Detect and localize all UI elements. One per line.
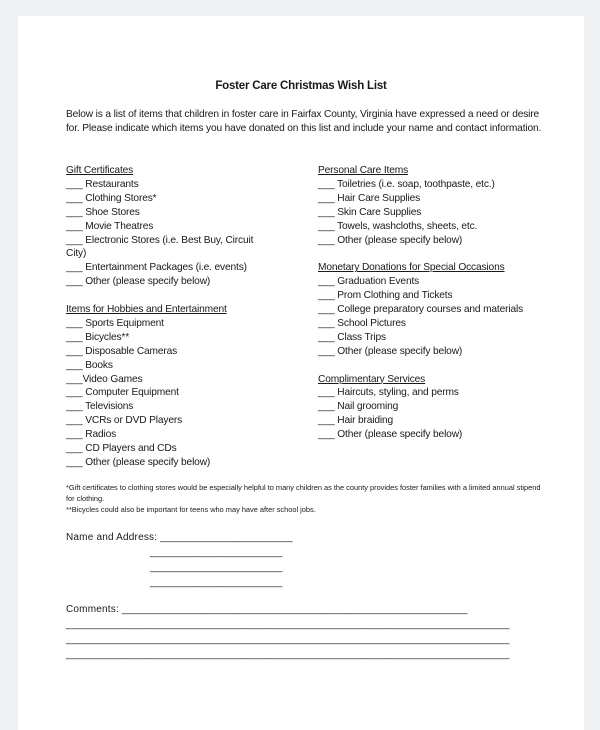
list-item: ___ Sports Equipment [66, 317, 164, 329]
contact-form [66, 530, 566, 662]
list-item: ___ School Pictures [318, 317, 406, 329]
comments-field[interactable]: _____________________________________________________________________________ [66, 649, 510, 660]
list-item: ___ Clothing Stores* [66, 192, 157, 204]
footnotes [66, 482, 546, 516]
list-item: ___ Books [66, 359, 113, 371]
list-item: ___ Other (please specify below) [318, 429, 463, 441]
list-item: ___ Towels, washcloths, sheets, etc. [318, 220, 478, 232]
list-item: ___ Entertainment Packages (i.e. events) [66, 262, 247, 274]
left-column [66, 164, 266, 470]
list-item: ___ Class Trips [318, 331, 386, 343]
list-item: ___ Movie Theatres [66, 220, 154, 232]
list-item: ___ Prom Clothing and Tickets [318, 290, 453, 302]
address-field[interactable]: _______________________ [150, 562, 283, 573]
section-heading-gift-certificates: Gift Certificates [66, 165, 134, 176]
footnote-bicycles: **Bicycles could also be important for teens who may have after school jobs. [66, 505, 316, 515]
address-field[interactable]: _______________________ [150, 577, 283, 588]
right-column [318, 164, 548, 442]
section-heading-personal-care: Personal Care Items [318, 165, 409, 176]
comments-field[interactable]: ____________________________________________________________ [121, 604, 468, 615]
list-item: ___ Hair braiding [318, 415, 394, 427]
name-address-field[interactable]: _______________________ [160, 532, 293, 543]
list-item: ___ VCRs or DVD Players [66, 415, 183, 427]
list-item: ___ Other (please specify below) [66, 276, 211, 288]
list-item: ___ Graduation Events [318, 276, 420, 288]
comments-field[interactable]: _____________________________________________________________________________ [66, 634, 510, 645]
section-heading-services: Complimentary Services [318, 373, 426, 385]
list-item: ___ Disposable Cameras [66, 345, 178, 357]
list-item: ___ Restaurants [66, 178, 139, 190]
address-field[interactable]: _______________________ [150, 547, 283, 558]
list-item: ___ Shoe Stores [66, 206, 140, 218]
list-item: ___ Haircuts, styling, and perms [318, 387, 459, 399]
section-heading-hobbies: Items for Hobbies and Entertainment [66, 304, 227, 316]
list-item: ___ Radios [66, 429, 117, 441]
document-title: Foster Care Christmas Wish List [215, 80, 387, 92]
footnote-clothing: *Gift certificates to clothing stores would be especially helpful to many children as the county provides foster families with a limited annual stipend for clothing. [66, 483, 541, 504]
document-page [18, 16, 584, 730]
list-item: ___ Other (please specify below) [66, 457, 211, 469]
list-item: ___ College preparatory courses and materials [318, 304, 524, 316]
list-item: ___ Skin Care Supplies [318, 206, 422, 218]
intro-paragraph: Below is a list of items that children in foster care in Fairfax County, Virginia have expressed a need or desire for. Please indicate which items you have donated on this list and include your name and contact information. [66, 109, 542, 134]
name-address-label: Name and Address: [66, 532, 158, 543]
list-item: ___ CD Players and CDs [66, 443, 177, 455]
list-item: ___ Bicycles** [66, 331, 130, 343]
list-item: ___ Televisions [66, 401, 134, 413]
section-heading-monetary: Monetary Donations for Special Occasions [318, 262, 505, 274]
list-item: ___ Hair Care Supplies [318, 192, 421, 204]
list-item: ___ Nail grooming [318, 401, 399, 413]
list-item: ___ Other (please specify below) [318, 345, 463, 357]
comments-field[interactable]: _____________________________________________________________________________ [66, 619, 510, 630]
list-item: ___Video Games [66, 373, 143, 385]
list-item: ___ Electronic Stores (i.e. Best Buy, Circuit City) [66, 234, 254, 260]
list-item: ___ Computer Equipment [66, 387, 179, 399]
comments-label: Comments: [66, 604, 119, 615]
list-item: ___ Other (please specify below) [318, 234, 463, 246]
name-address-row [66, 530, 566, 545]
list-item: ___ Toiletries (i.e. soap, toothpaste, etc.) [318, 178, 495, 190]
comments-row [66, 602, 566, 617]
